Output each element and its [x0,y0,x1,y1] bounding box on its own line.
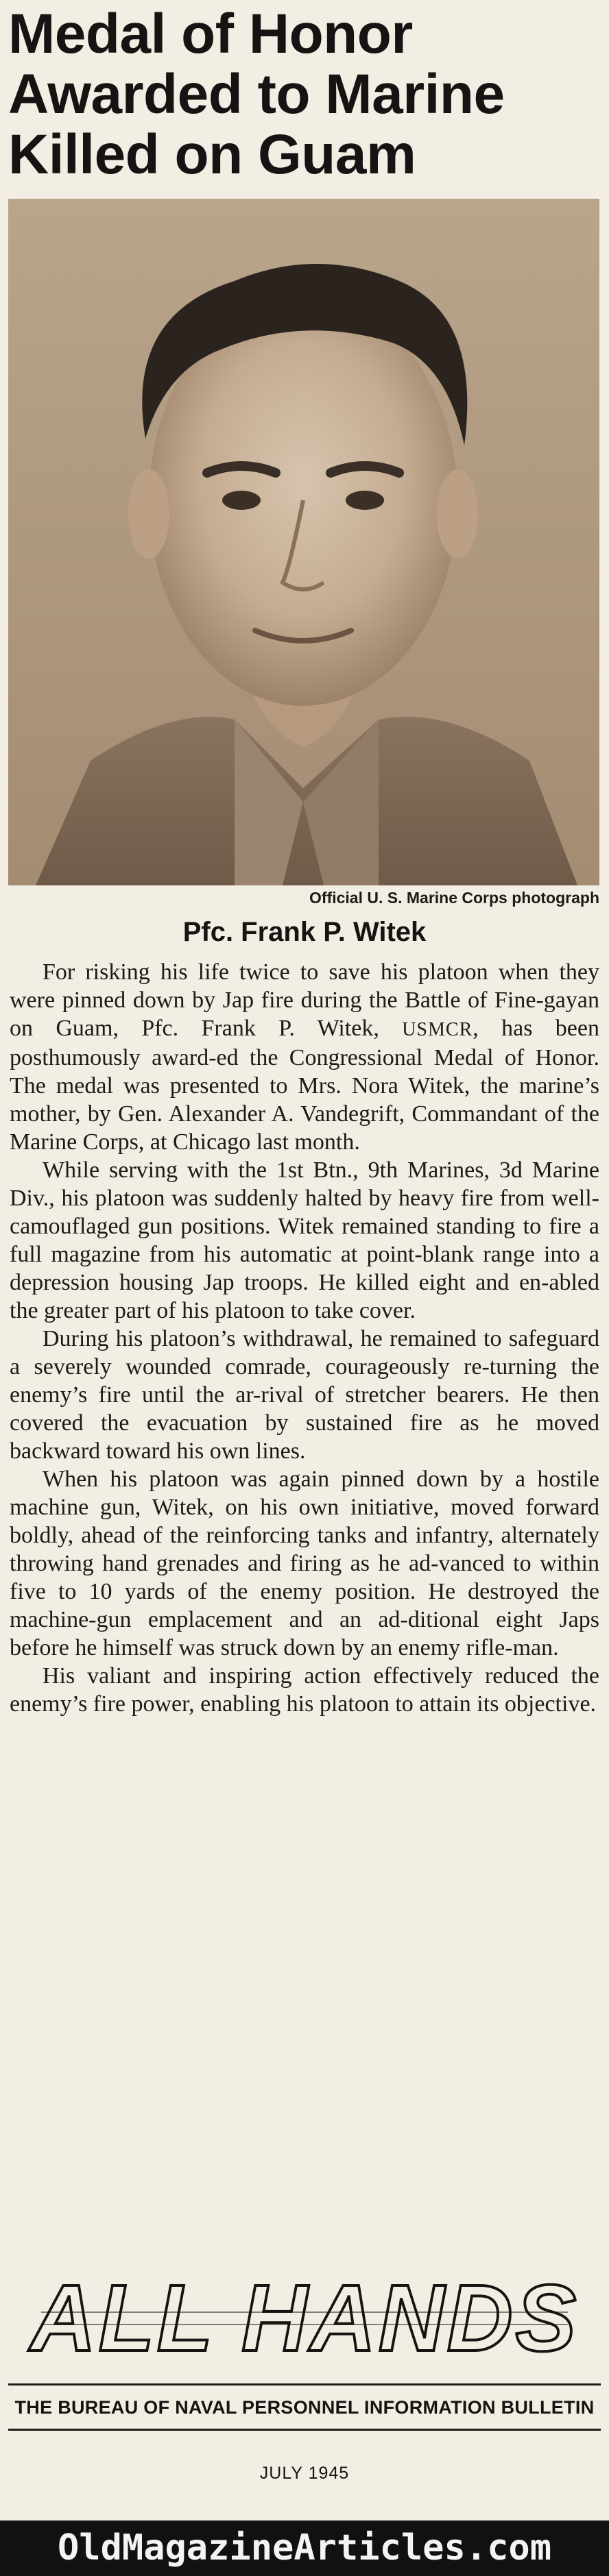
all-hands-logo [0,2270,609,2372]
paragraph-1-text: For risking his life twice to save his platoon when they were pinned down by Jap fire during the Battle of Fine-gayan on Guam, Pfc. Frank P. Witek, [10,959,599,1041]
usmcr-abbreviation: USMCR [402,1019,473,1040]
headline-line-3: Killed on Guam [8,123,416,186]
portrait-photo [8,199,599,885]
article-paragraph-2: While serving with the 1st Btn., 9th Marines, 3d Marine Div., his platoon was suddenly halted by heavy fire from well-camouflaged gun positions. Witek remained standing to fire a full magazine from his automatic at point-blank range into a depression housing Jap troops. He killed eight and en-abled the greater part of his platoon to take cover. [10,1157,599,1323]
article-paragraph-1 [10,958,599,1156]
all-hands-logo-art [0,2270,609,2372]
photo-credit: Official U. S. Marine Corps photograph [309,889,599,907]
bulletin-subtitle: THE BUREAU OF NAVAL PERSONNEL INFORMATION BULLETIN [14,2397,595,2418]
article-paragraph-5: His valiant and inspiring action effectively reduced the enemy’s fire power, enabling his platoon to attain its objective. [10,1663,599,1717]
issue-date: JULY 1945 [259,2464,350,2483]
watermark-banner [0,2520,609,2576]
portrait-illustration [8,199,599,885]
watermark-text: OldMagazineArticles.com [57,2527,552,2568]
masthead-top-rule [8,2383,601,2385]
paragraph-1-text-end: , has been posthumously award-ed the Congressional Medal of Honor. The medal was presented to Mrs. Nora Witek, the marine’s mother, by Gen. Alexander A. Vandegrift, Commandant of the Marine Corps, at Chicago last month. [10,1016,599,1155]
logo-lettering: ALL HANDS [28,2270,580,2371]
headline [8,4,601,185]
photo-caption: Pfc. Frank P. Witek [182,917,427,947]
article-body [10,958,599,1718]
article-paragraph-4: When his platoon was again pinned down by a hostile machine gun, Witek, on his own initiative, moved forward boldly, ahead of the reinforcing tanks and infantry, alternately throwing hand grenades and firing as he ad-vanced to within five to 10 yards of the enemy position. He destroyed the machine-gun emplacement and an ad-ditional eight Japs before he himself was struck down by an enemy rifle-man. [10,1467,599,1660]
headline-line-2: Awarded to Marine [8,63,505,125]
headline-line-1: Medal of Honor [8,3,413,65]
masthead-bottom-rule [8,2429,601,2431]
article-paragraph-3: During his platoon’s withdrawal, he remained to safeguard a severely wounded comrade, courageously re-turning the enemy’s fire until the ar-rival of stretcher bearers. He then covered the evacuation by sustained fire as he moved backward toward his own lines. [10,1326,599,1464]
